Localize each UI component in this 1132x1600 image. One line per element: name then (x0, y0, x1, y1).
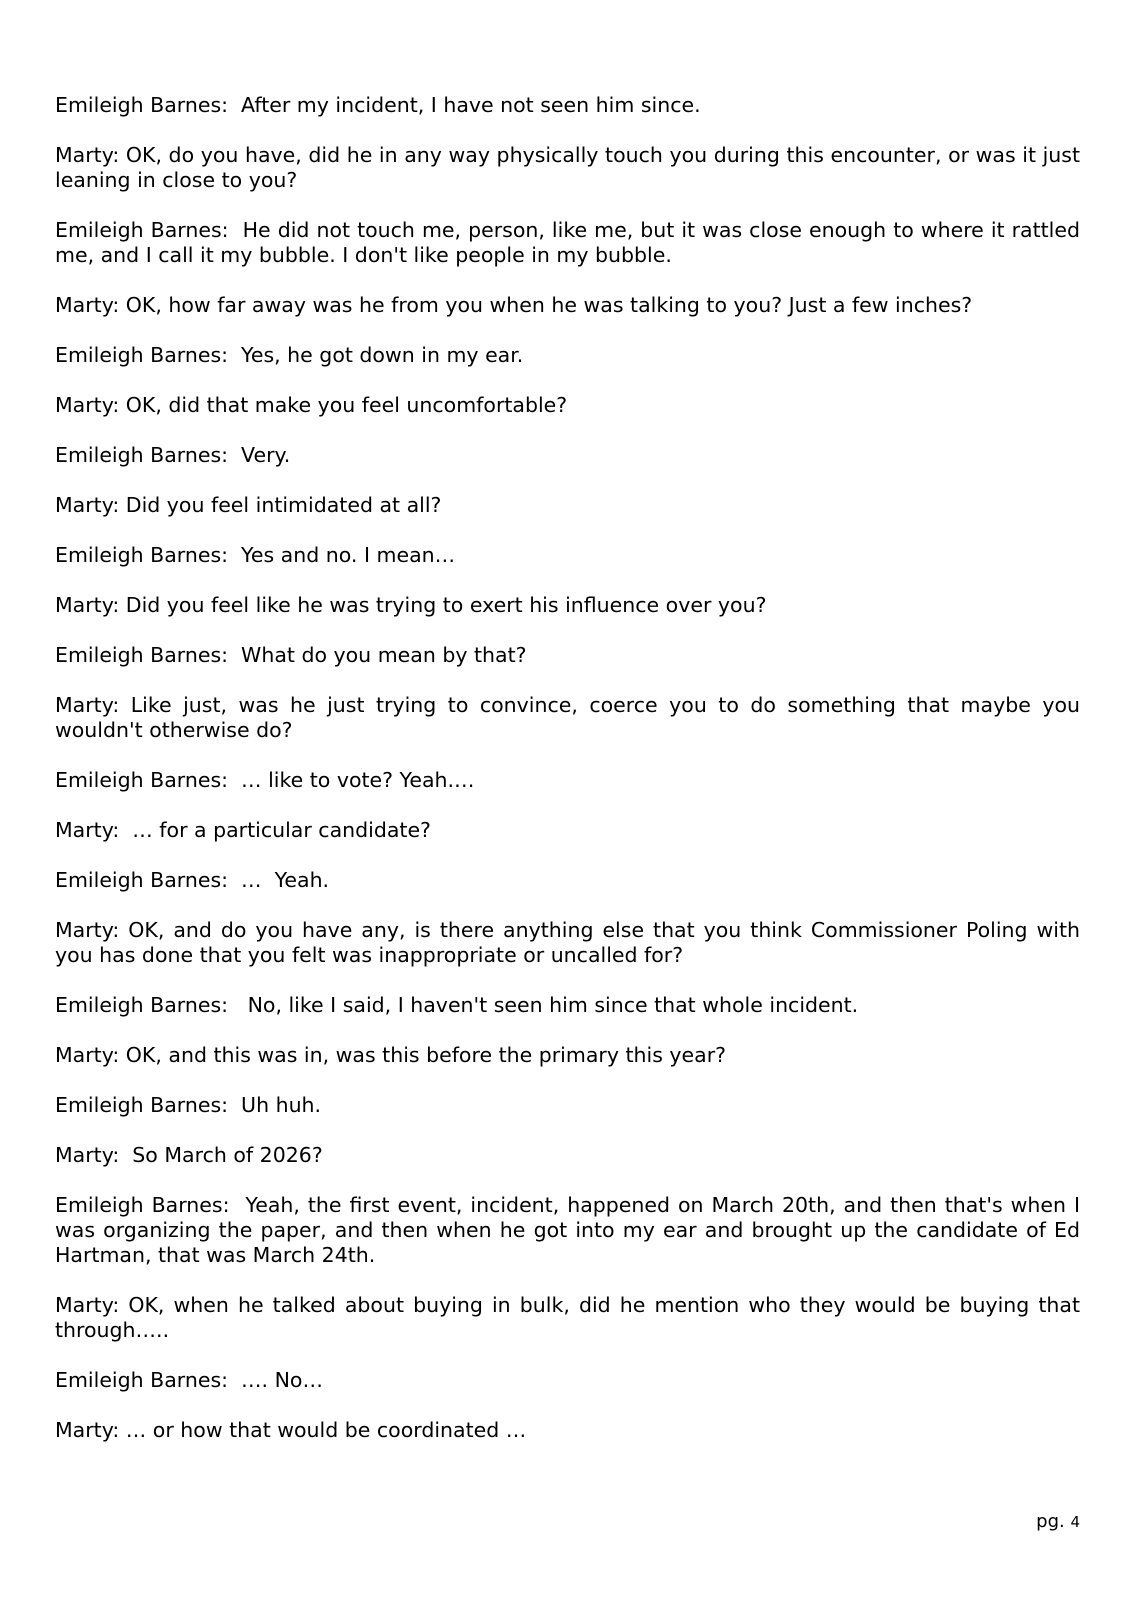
transcript-line: Emileigh Barnes: … Yeah. (55, 868, 330, 892)
transcript-line: Marty: OK, how far away was he from you when he was talking to you? Just a few inches? (55, 293, 973, 317)
transcript-line: Marty: Did you feel intimidated at all? (55, 493, 442, 517)
page-number-label: pg. (1036, 1511, 1071, 1532)
transcript-line: Emileigh Barnes: Very. (55, 443, 291, 467)
transcript-line: Marty: Did you feel like he was trying to exert his influence over you? (55, 593, 767, 617)
transcript-line: Emileigh Barnes: …. No… (55, 1368, 323, 1392)
transcript-line: Emileigh Barnes: After my incident, I have not seen him since. (55, 93, 701, 117)
transcript-line: Marty: OK, do you have, did he in any way physically touch you during this encounter, or was it just leaning in close to you? (55, 143, 1087, 192)
transcript-line: Marty: … for a particular candidate? (55, 818, 431, 842)
transcript-line: Emileigh Barnes: Yes, he got down in my ear. (55, 343, 524, 367)
transcript-line: Emileigh Barnes: He did not touch me, person, like me, but it was close enough to where it rattled me, and I call it my bubble. I don't like people in my bubble. (55, 218, 1087, 267)
transcript-body (55, 93, 1087, 1468)
page-number (1036, 1511, 1080, 1533)
transcript-line: Marty: OK, did that make you feel uncomfortable? (55, 393, 568, 417)
page-number-value: 4 (1070, 1513, 1080, 1531)
transcript-line: Marty: OK, and this was in, was this before the primary this year? (55, 1043, 727, 1067)
transcript-line: Emileigh Barnes: Yeah, the first event, incident, happened on March 20th, and then that's when I was organizing the paper, and then when he got into my ear and brought up the candidate of Ed Hartman, that was March 24th. (55, 1193, 1087, 1267)
transcript-line: Emileigh Barnes: Uh huh. (55, 1093, 322, 1117)
transcript-line: Emileigh Barnes: No, like I said, I haven't seen him since that whole incident. (55, 993, 859, 1017)
transcript-line: Marty: Like just, was he just trying to convince, coerce you to do something that maybe you wouldn't otherwise do? (55, 693, 1087, 742)
transcript-line: Emileigh Barnes: … like to vote? Yeah.… (55, 768, 475, 792)
transcript-line: Marty: OK, when he talked about buying in bulk, did he mention who they would be buying that through….. (55, 1293, 1087, 1342)
transcript-line: Marty: … or how that would be coordinated … (55, 1418, 527, 1442)
transcript-line: Marty: So March of 2026? (55, 1143, 323, 1167)
transcript-line: Emileigh Barnes: What do you mean by that? (55, 643, 527, 667)
transcript-line: Emileigh Barnes: Yes and no. I mean… (55, 543, 456, 567)
transcript-line: Marty: OK, and do you have any, is there anything else that you think Commissioner Poling with you has done that you felt was inappropriate or uncalled for? (55, 918, 1087, 967)
